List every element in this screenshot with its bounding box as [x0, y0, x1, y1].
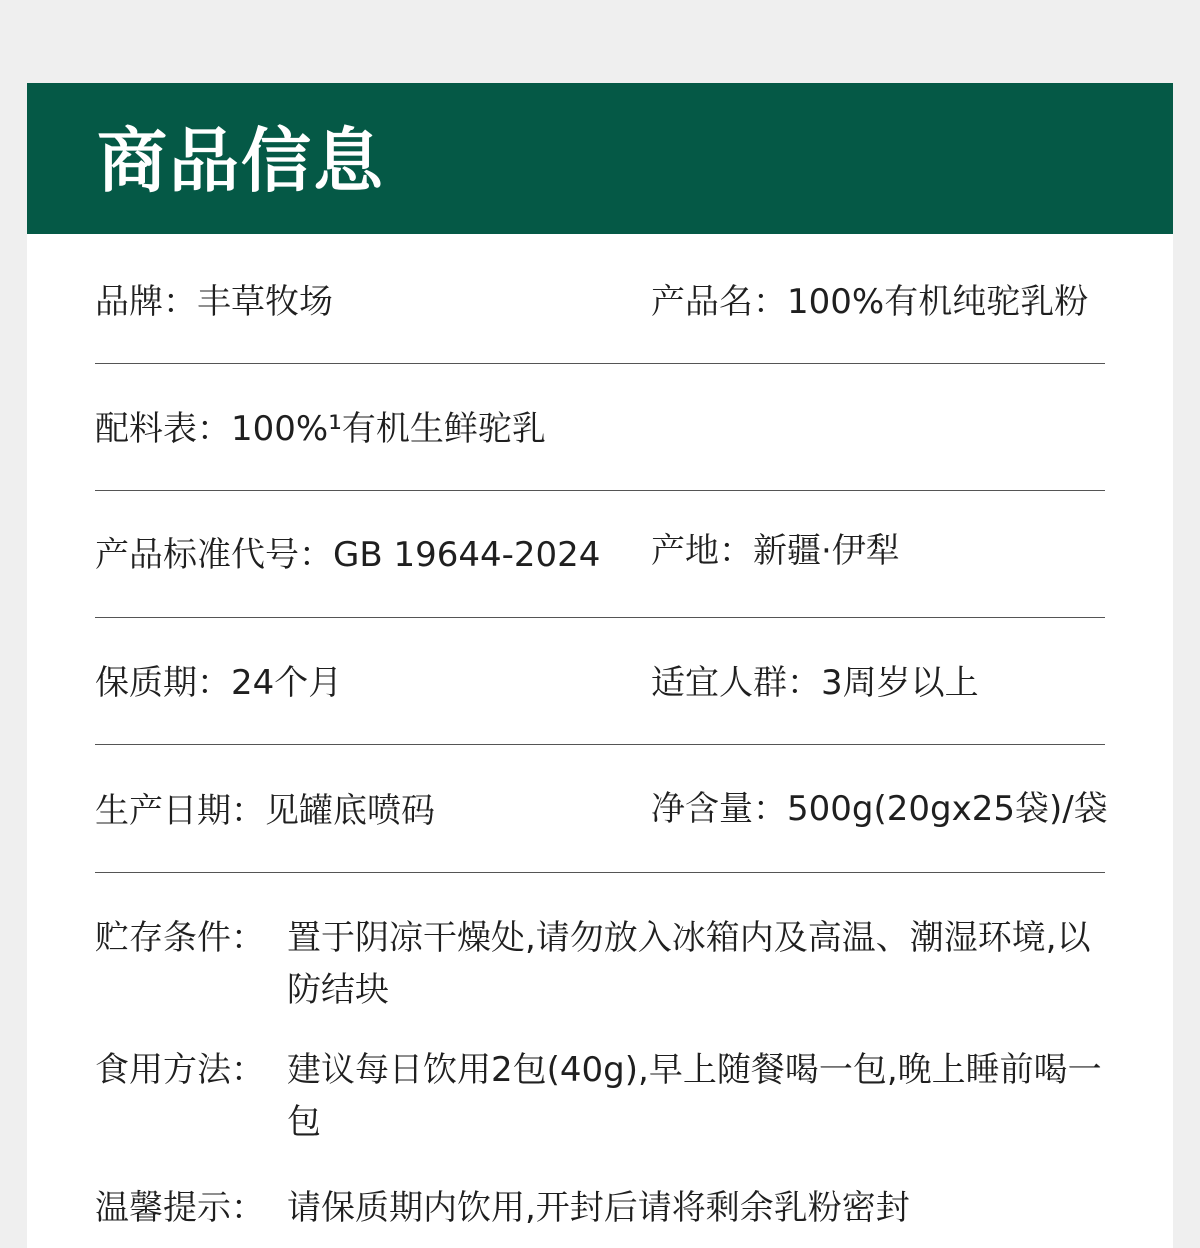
divider [95, 490, 1105, 491]
divider [95, 363, 1105, 364]
target-group-text: 适宜人群：3周岁以上 [651, 663, 979, 703]
section-title: 商品信息 [97, 120, 385, 202]
section-header [27, 83, 1173, 234]
usage-label: 食用方法： [95, 1050, 265, 1090]
divider [95, 744, 1105, 745]
product-name-text: 产品名：100%有机纯驼乳粉 [651, 282, 1089, 322]
product-info-card [27, 83, 1173, 1248]
brand-text: 品牌：丰草牧场 [95, 282, 333, 322]
standard-code-text: 产品标准代号：GB 19644-2024 [95, 535, 601, 575]
storage-text: 置于阴凉干燥处,请勿放入冰箱内及高温、潮湿环境,以防结块 [287, 918, 1091, 1010]
ingredients-text: 配料表：100%¹有机生鲜驼乳 [95, 409, 546, 449]
divider [95, 617, 1105, 618]
production-date-text: 生产日期：见罐底喷码 [95, 791, 435, 831]
usage-text: 建议每日饮用2包(40g),早上随餐喝一包,晚上睡前喝一包 [287, 1050, 1102, 1142]
net-content-text: 净含量：500g(20gx25袋)/袋 [651, 789, 1108, 829]
tips-text: 请保质期内饮用,开封后请将剩余乳粉密封 [287, 1188, 910, 1228]
storage-label: 贮存条件： [95, 918, 265, 958]
origin-text: 产地：新疆·伊犁 [651, 531, 900, 571]
tips-label: 温馨提示： [95, 1188, 265, 1228]
shelf-life-text: 保质期：24个月 [95, 663, 343, 703]
divider [95, 872, 1105, 873]
